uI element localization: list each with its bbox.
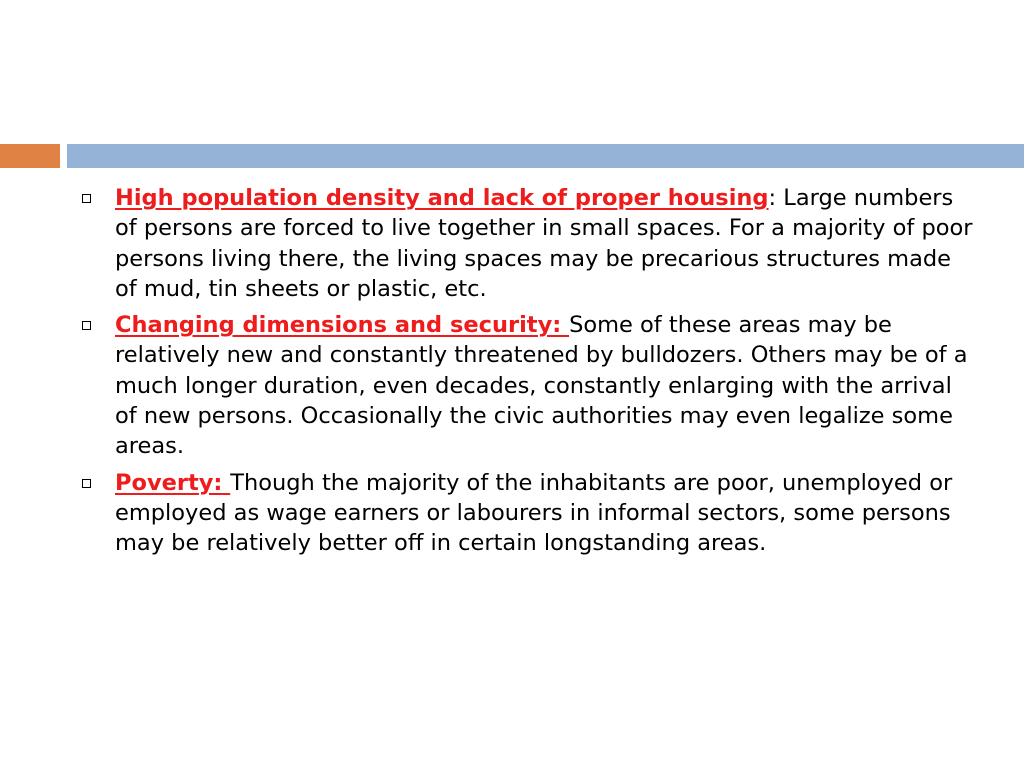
bullet-list	[78, 183, 978, 565]
list-item	[78, 183, 978, 304]
blue-accent-band	[67, 144, 1024, 168]
item-term: High population density and lack of proper housing	[115, 185, 769, 211]
item-description: Some of these areas may be relatively new and constantly threatened by bulldozers. Others may be of a much longer duration, even decades, constantly enlarging with the arrival of new persons. Occasionally the civic authorities may even legalize some areas.	[115, 312, 968, 460]
item-term: Poverty:	[115, 469, 231, 496]
square-bullet-icon	[82, 321, 91, 330]
square-bullet-icon	[82, 479, 91, 488]
item-description: : Large numbers of persons are forced to live together in small spaces. For a majority of poor persons living there, the living spaces may be precarious structures made of mud, tin sheets or plastic, etc.	[115, 185, 973, 302]
item-term: Changing dimensions and security:	[115, 312, 570, 339]
list-item	[78, 310, 978, 461]
square-bullet-icon	[82, 194, 91, 203]
orange-accent-block	[0, 144, 60, 168]
header-accent-bar	[0, 144, 1024, 168]
list-item	[78, 468, 978, 559]
item-description: Though the majority of the inhabitants are poor, unemployed or employed as wage earners or labourers in informal sectors, some persons may be relatively better off in certain longstanding areas.	[115, 469, 953, 557]
